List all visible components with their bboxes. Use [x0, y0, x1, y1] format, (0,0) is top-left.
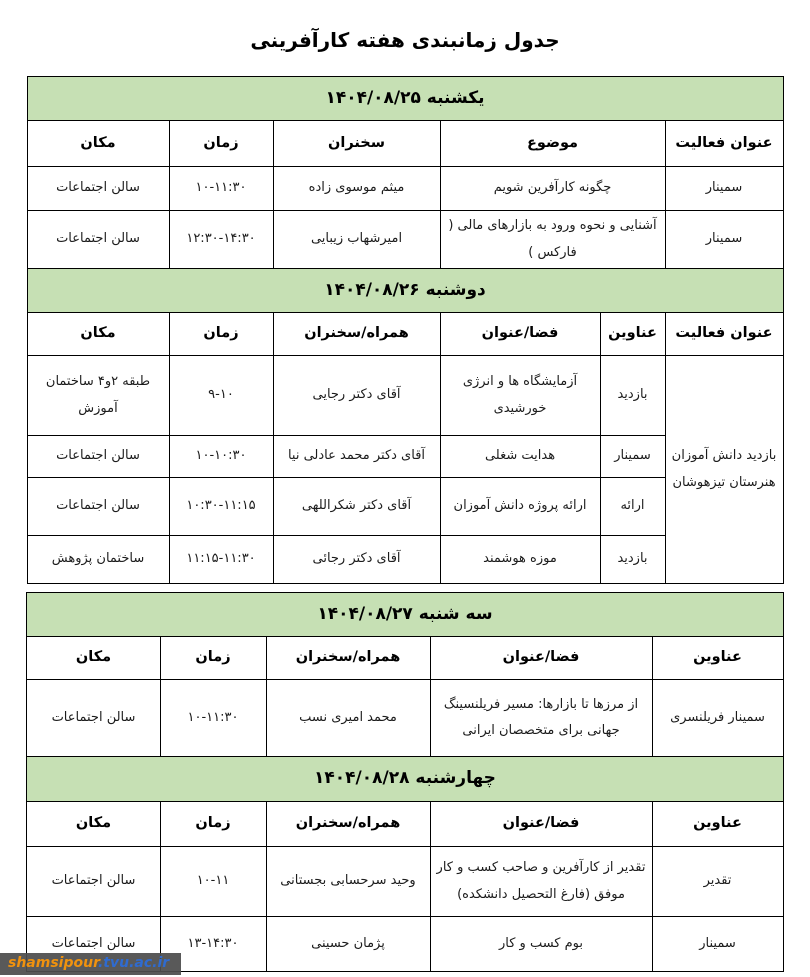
day-banner-monday [27, 269, 783, 313]
cell-location: سالن اجتماعات [27, 917, 160, 972]
cell-speaker: میثم موسوی زاده [273, 167, 440, 211]
cell-title: سمینار [652, 917, 783, 972]
cell-companion: آقای دکتر رجایی [273, 356, 440, 436]
column-header-activity: عنوان فعالیت [665, 313, 783, 356]
column-header-space-title: فضا/عنوان [430, 637, 652, 680]
table-row [27, 847, 783, 917]
day-banner-label: سه شنبه ۱۴۰۴/۰۸/۲۷ [27, 593, 783, 637]
column-header-activity: عنوان فعالیت [665, 121, 783, 167]
cell-title: بازدید [600, 536, 665, 584]
schedule-table-days-1-2 [27, 76, 784, 584]
day-banner-sunday [27, 77, 783, 121]
cell-title: بازدید [600, 356, 665, 436]
cell-time: ۱۳-۱۴:۳۰ [160, 917, 266, 972]
cell-space-title: موزه هوشمند [440, 536, 600, 584]
cell-companion: آقای دکتر محمد عادلی نیا [273, 436, 440, 478]
watermark-domain: .tvu.ac.ir [97, 955, 170, 971]
header-row-sunday [27, 121, 783, 167]
cell-time: ۱۲:۳۰-۱۴:۳۰ [169, 211, 273, 269]
column-header-companion-speaker: همراه/سخنران [266, 637, 430, 680]
table-row [27, 680, 783, 757]
day-banner-label: دوشنبه ۱۴۰۴/۰۸/۲۶ [27, 269, 783, 313]
column-header-titles: عناوین [652, 802, 783, 847]
cell-time: ۱۱:۱۵-۱۱:۳۰ [169, 536, 273, 584]
cell-location: سالن اجتماعات [27, 478, 169, 536]
column-header-time: زمان [169, 121, 273, 167]
column-header-titles: عناوین [652, 637, 783, 680]
column-header-location: مکان [27, 637, 160, 680]
cell-topic: چگونه کارآفرین شویم [440, 167, 665, 211]
cell-time: ۹-۱۰ [169, 356, 273, 436]
cell-space-title: از مرزها تا بازارها: مسیر فریلنسینگ جهانی برای متخصصان ایرانی [430, 680, 652, 757]
day-banner-wednesday [27, 757, 783, 802]
column-header-space-title: فضا/عنوان [430, 802, 652, 847]
cell-title: سمینار فریلنسری [652, 680, 783, 757]
cell-speaker: امیرشهاب زیبایی [273, 211, 440, 269]
column-header-time: زمان [160, 637, 266, 680]
header-row-tuesday [27, 637, 783, 680]
cell-title: ارائه [600, 478, 665, 536]
day-banner-label: یکشنبه ۱۴۰۴/۰۸/۲۵ [27, 77, 783, 121]
column-header-speaker: سخنران [273, 121, 440, 167]
cell-topic: آشنایی و نحوه ورود به بازارهای مالی ( فارکس ) [440, 211, 665, 269]
cell-time: ۱۰-۱۰:۳۰ [169, 436, 273, 478]
cell-companion: محمد امیری نسب [266, 680, 430, 757]
cell-activity: سمینار [665, 167, 783, 211]
cell-space-title: هدایت شغلی [440, 436, 600, 478]
cell-space-title: آزمایشگاه ها و انرژی خورشیدی [440, 356, 600, 436]
schedule-table-days-3-4 [26, 592, 783, 972]
column-header-companion-speaker: همراه/سخنران [273, 313, 440, 356]
cell-location: سالن اجتماعات [27, 211, 169, 269]
cell-companion: پژمان حسینی [266, 917, 430, 972]
cell-activity: سمینار [665, 211, 783, 269]
cell-companion: آقای دکتر شکراللهی [273, 478, 440, 536]
cell-location: سالن اجتماعات [27, 847, 160, 917]
column-header-space-title: فضا/عنوان [440, 313, 600, 356]
cell-title: سمینار [600, 436, 665, 478]
cell-title: تقدیر [652, 847, 783, 917]
cell-activity-merged: بازدید دانش آموزان هنرستان تیزهوشان [665, 356, 783, 584]
day-banner-tuesday [27, 593, 783, 637]
page-title: جدول زمانبندی هفته کارآفرینی [250, 28, 560, 52]
cell-location: طبقه ۲و۴ ساختمان آموزش [27, 356, 169, 436]
cell-time: ۱۰-۱۱ [160, 847, 266, 917]
watermark [0, 953, 181, 975]
table-row [27, 167, 783, 211]
cell-time: ۱۰:۳۰-۱۱:۱۵ [169, 478, 273, 536]
watermark-site: shamsipour [8, 955, 98, 971]
header-row-monday [27, 313, 783, 356]
column-header-location: مکان [27, 121, 169, 167]
table-row [27, 211, 783, 269]
column-header-companion-speaker: همراه/سخنران [266, 802, 430, 847]
cell-location: ساختمان پژوهش [27, 536, 169, 584]
cell-companion: وحید سرحسابی بجستانی [266, 847, 430, 917]
day-banner-label: چهارشنبه ۱۴۰۴/۰۸/۲۸ [27, 757, 783, 802]
column-header-topic: موضوع [440, 121, 665, 167]
cell-location: سالن اجتماعات [27, 167, 169, 211]
cell-location: سالن اجتماعات [27, 436, 169, 478]
cell-location: سالن اجتماعات [27, 680, 160, 757]
cell-time: ۱۰-۱۱:۳۰ [169, 167, 273, 211]
cell-time: ۱۰-۱۱:۳۰ [160, 680, 266, 757]
column-header-time: زمان [160, 802, 266, 847]
cell-space-title: تقدیر از کارآفرین و صاحب کسب و کار موفق (فارغ التحصیل دانشکده) [430, 847, 652, 917]
cell-space-title: ارائه پروژه دانش آموزان [440, 478, 600, 536]
table-row [27, 356, 783, 436]
column-header-time: زمان [169, 313, 273, 356]
cell-space-title: بوم کسب و کار [430, 917, 652, 972]
column-header-titles: عناوین [600, 313, 665, 356]
header-row-wednesday [27, 802, 783, 847]
cell-companion: آقای دکتر رجائی [273, 536, 440, 584]
column-header-location: مکان [27, 802, 160, 847]
column-header-location: مکان [27, 313, 169, 356]
